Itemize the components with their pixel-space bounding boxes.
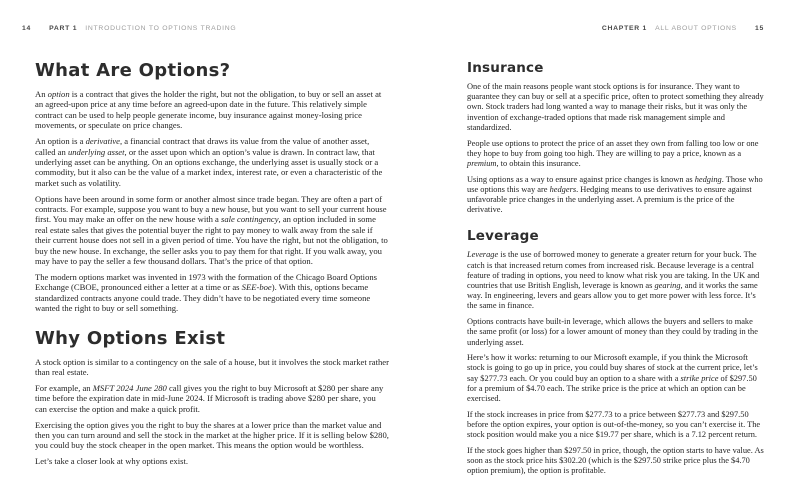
emphasis-text: hedgers (549, 184, 577, 194)
page-number: 15 (754, 25, 764, 32)
emphasis-text: sale contingency (221, 214, 279, 225)
paragraph: Using options as a way to ensure against price changes is known as hedging. Those who use options this way are hedgers. Hedging means to use derivatives to ensure against unfavorable price changes in the underlying asset. A premium is the price of the derivative. (467, 174, 763, 215)
chapter-label: CHAPTER 1 (601, 25, 648, 32)
paragraph: If the stock increases in price from $277.73 to a price between $277.73 and $297.50 before the option expires, your option is out-of-the-money, so you can’t exercise it. The stock position would make you a nice $19.77 per share, which is a 7.12 percent return. (467, 409, 761, 440)
part-title: INTRODUCTION TO OPTIONS TRADING (85, 25, 237, 32)
page-right (400, 0, 800, 478)
emphasis-text: SEE-boe (241, 282, 272, 293)
paragraph: Here’s how it works: returning to our Microsoft example, if you think the Microsoft stock is going to go up in price, you could buy shares of stock at the current price, let’s say $277.73 each. Or you could buy an option to a share with a strike price of $297.50 for a premium of $4.70 each. The strike price is the price at which an option can be exercised. (467, 353, 758, 404)
section-heading-what-are-options: What Are Options? (35, 60, 231, 81)
paragraph: Exercising the option gives you the right to buy the shares at a lower price than the market value and then you can turn around and sell the stock in the market at the higher price. If it is selling below $280, you could buy the stock cheaper in the open market. This means the option would be worthless. (35, 419, 389, 451)
part-label: PART 1 (49, 25, 78, 32)
paragraph: People use options to protect the price of an asset they own from falling too low or one they hope to buy from going too high. They are willing to pay a price, known as a premium, to obtain this insurance. (467, 138, 759, 168)
subsection-heading-leverage: Leverage (467, 228, 539, 245)
emphasis-text: derivative (85, 136, 120, 147)
paragraph: If the stock goes higher than $297.50 in price, though, the option starts to have value. As soon as the stock price hits $302.20 (which is the $297.50 strike price plus the $4.70 option premium), the option is profitable. (467, 445, 764, 476)
left-column (35, 60, 389, 472)
paragraph: One of the main reasons people want stock options is for insurance. They want to guarantee they can buy or sell at a specific price, often to protect something they already own. Stock traders had long wanted a way to manage their risks, but it was only the invention of exchange-traded options that made risk management simple and standardized. (467, 82, 764, 132)
chapter-title: ALL ABOUT OPTIONS (655, 25, 737, 32)
emphasis-text: underlying asset (67, 146, 125, 157)
paragraph: Options have been around in some form or another almost since trade began. They are often a part of contracts. For example, suppose you want to buy a new house, but you want to sell your current house first. You may make an offer on the new house with a sale contingency, an option included in some real estate sales that gives the potential buyer the right to pay money to walk away from the sale if their current house does not sell in a given period of time. You have the right, but not the obligation, to buy the new house. In exchange, the seller asks you to pay them for that right. If you walk away, you may have to pay the seller a few thousand dollars. That’s the price of that option. (35, 193, 388, 267)
paragraph: The modern options market was invented in 1973 with the formation of the Chicago Board Options Exchange (CBOE, pronounced either a letter at a time or as SEE-boe). With this, options became standardized contracts anyone could trade. They didn’t have to be negotiated every time someone wanted the right to buy or sell something. (35, 272, 378, 314)
emphasis-text: option (47, 89, 70, 99)
paragraph: An option is a contract that gives the holder the right, but not the obligation, to buy or sell an asset at an agreed-upon price at any time before an agreed-upon date in the future. This relatively simple contract can be used to help people generate income, buy insurance against money-losing price movements, or speculate on price changes. (35, 89, 382, 131)
emphasis-text: strike price (680, 373, 719, 383)
page-number: 14 (22, 25, 32, 32)
running-head-right (602, 25, 764, 32)
paragraph: For example, an MSFT 2024 June 280 call gives you the right to buy Microsoft at $280 per share any time before the expiration date in mid-June 2024. If Microsoft is trading above $280 per share, you can exercise the option and make a quick profit. (35, 382, 384, 414)
section-heading-why-options-exist: Why Options Exist (35, 327, 226, 349)
right-column (467, 60, 765, 478)
emphasis-text: Leverage (467, 250, 499, 260)
emphasis-text: premium (467, 158, 497, 168)
paragraph: Options contracts have built-in leverage, which allows the buyers and sellers to make the same profit (or loss) for a lower amount of money than they could by trading in the underlying asset. (467, 317, 758, 347)
paragraph: Let’s take a closer look at why options exist. (35, 456, 188, 467)
running-head-left (22, 25, 236, 32)
subsection-heading-insurance: Insurance (467, 60, 544, 76)
paragraph: Leverage is the use of borrowed money to generate a greater return for your buck. The catch is that increased return comes from increased risk. Because leverage is a central feature of trading in options, you need to know what risk you are taking. In the UK and countries that use British English, leverage is known as gearing, and it works the same way. In engineering, levers and gears allow you to get more power with less force. It’s the same in finance. (467, 250, 760, 311)
emphasis-text: hedging (694, 174, 722, 184)
emphasis-text: MSFT 2024 June 280 (92, 382, 167, 393)
emphasis-text: gearing (654, 281, 681, 291)
paragraph: A stock option is similar to a contingency on the sale of a house, but it involves the stock market rather than real estate. (35, 356, 389, 378)
paragraph: An option is a derivative, a financial contract that draws its value from the value of another asset, called an underlying asset, or the asset upon which an option’s value is drawn. In contract law, that underlying asset can be anything. On an options exchange, the underlying asset is usually stock or a commodity, but it also can be the value of a market index, interest rate, or even a characteristic of the market such as volatility. (35, 136, 383, 188)
